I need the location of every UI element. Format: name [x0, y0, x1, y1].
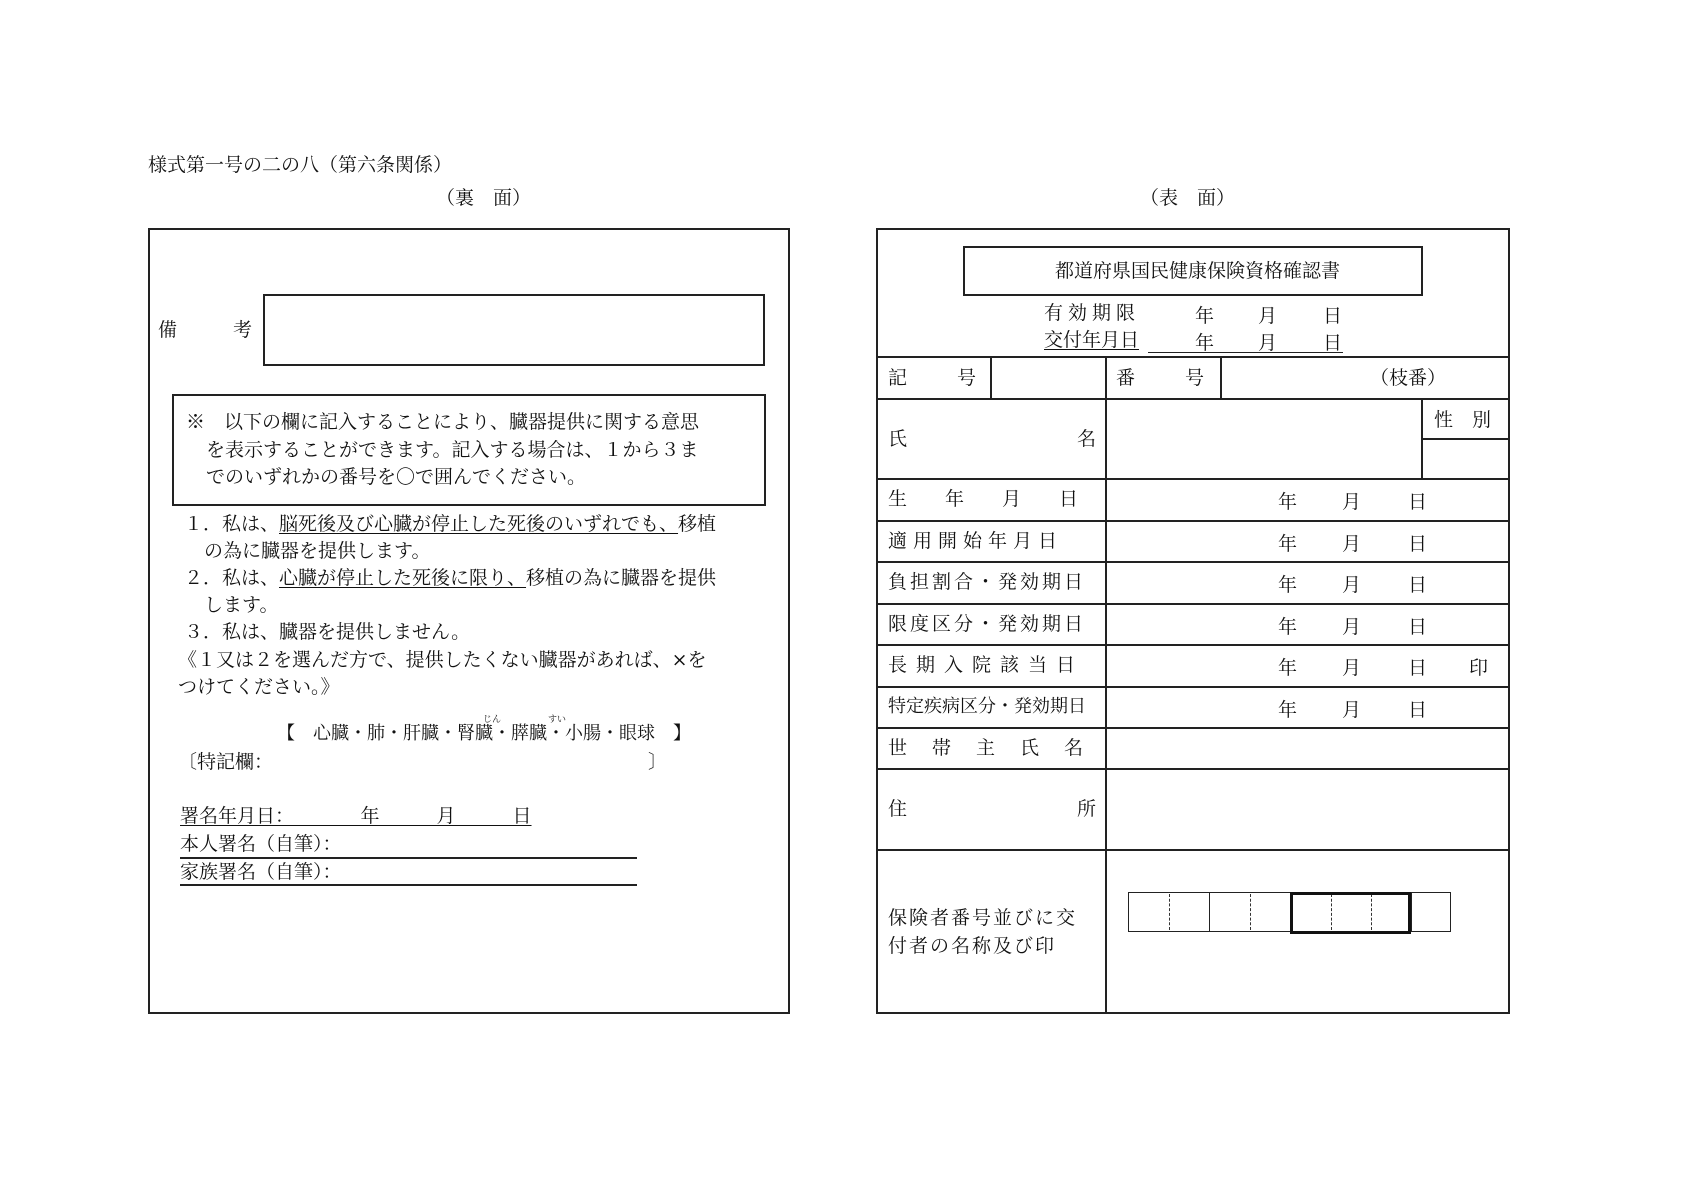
burden-month: 月: [1342, 574, 1362, 596]
digit-dash: [1169, 894, 1170, 930]
bold-digit-group: [1290, 892, 1411, 934]
digit-divider: [1411, 892, 1412, 932]
option-1-lead: １．私は、: [184, 513, 280, 535]
row-divider: [876, 644, 1510, 646]
self-sign-label: 本人署名（自筆）：: [180, 833, 342, 855]
burden-year: 年: [1278, 574, 1298, 596]
sign-date[interactable]: 署名年月日： 年 月 日: [180, 805, 532, 827]
option-2[interactable]: [184, 566, 716, 590]
address-field[interactable]: [1107, 770, 1508, 848]
form-title: 様式第一号の二の八（第六条関係）: [148, 154, 453, 176]
valid-label: 有効期限: [1044, 302, 1141, 324]
birth-year: 年: [1278, 491, 1298, 513]
family-sign-line[interactable]: [180, 884, 637, 886]
disease-month: 月: [1342, 699, 1362, 721]
burden-day: 日: [1408, 574, 1428, 596]
option-2-underlined: 心臓が停止した死後に限り、: [279, 567, 527, 589]
bangou-field[interactable]: [1222, 358, 1508, 397]
limit-day: 日: [1408, 616, 1428, 638]
issue-year: 年: [1195, 332, 1215, 354]
row-apply-start-label: 適用開始年月日: [888, 530, 1064, 552]
notice-line-2: を表示することができます。記入する場合は、１から３ま: [206, 439, 699, 461]
issue-label: 交付年月日: [1044, 329, 1140, 351]
ruby-jin: じん: [483, 715, 502, 725]
insurer-label-1: 保険者番号並びに交: [888, 907, 1078, 929]
doc-title: 都道府県国民健康保険資格確認書: [1055, 260, 1341, 282]
household-field[interactable]: [1107, 729, 1508, 767]
row-divider: [876, 686, 1510, 688]
long-stay-day: 日: [1408, 657, 1428, 679]
digit-dash: [1250, 894, 1251, 930]
row-divider: [876, 849, 1510, 851]
row-disease-label: 特定疾病区分・発効期日: [888, 696, 1086, 717]
valid-day: 日: [1323, 305, 1343, 327]
notice-line-3: でのいずれかの番号を〇で囲んでください。: [206, 466, 587, 488]
organ-list[interactable]: 【 心臓・肺・肝臓・腎臓・膵臓・小腸・眼球 】: [277, 723, 691, 744]
issue-underline: [1148, 352, 1343, 353]
row-divider: [876, 478, 1510, 480]
address-label-b: 所: [1077, 798, 1097, 820]
valid-year: 年: [1195, 305, 1215, 327]
option-3[interactable]: ３．私は、臓器を提供しません。: [184, 621, 471, 643]
notice-line-1: ※ 以下の欄に記入することにより、臓器提供に関する意思: [186, 411, 700, 433]
kigou-field[interactable]: [992, 358, 1104, 397]
apply-year: 年: [1278, 533, 1298, 555]
option-2-lead: ２．私は、: [184, 567, 280, 589]
name-label-b: 名: [1077, 428, 1097, 450]
self-sign-line[interactable]: [180, 857, 637, 859]
valid-month: 月: [1258, 305, 1278, 327]
option-1-underlined: 脳死後及び心臓が停止した死後のいずれでも、: [279, 513, 679, 535]
organ-note-2: つけてください。》: [178, 676, 340, 698]
back-heading: （裏 面）: [436, 187, 532, 209]
bangou-label: 番 号: [1116, 367, 1209, 389]
address-label-a: 住: [888, 798, 908, 820]
sex-label: 性 別: [1434, 409, 1492, 431]
birth-month: 月: [1342, 491, 1362, 513]
apply-day: 日: [1408, 533, 1428, 555]
edaban-label: （枝番）: [1370, 367, 1447, 389]
apply-month: 月: [1342, 533, 1362, 555]
long-stay-month: 月: [1342, 657, 1362, 679]
row-divider: [876, 603, 1510, 605]
special-label: 〔特記欄：: [178, 751, 274, 773]
disease-year: 年: [1278, 699, 1298, 721]
row-divider: [876, 561, 1510, 563]
name-label-a: 氏: [888, 428, 908, 450]
option-1-tail: 移植: [678, 513, 717, 535]
option-2-cont: します。: [204, 594, 279, 616]
sex-field[interactable]: [1423, 440, 1508, 476]
issue-month: 月: [1258, 332, 1278, 354]
front-heading: （表 面）: [1140, 187, 1236, 209]
disease-day: 日: [1408, 699, 1428, 721]
row-limit-label: 限度区分・発効期日: [888, 613, 1087, 635]
row-birthdate-label: 生 年 月 日: [888, 488, 1079, 510]
insurer-label-2: 付者の名称及び印: [888, 935, 1057, 957]
kigou-label: 記 号: [888, 367, 981, 389]
organ-note-1: 《１又は２を選んだ方で、提供したくない臓器があれば、×を: [178, 649, 707, 671]
row-burden-label: 負担割合・発効期日: [888, 571, 1087, 593]
digit-divider: [1209, 892, 1210, 932]
long-stay-year: 年: [1278, 657, 1298, 679]
household-label: 世 帯 主 氏 名: [888, 737, 1087, 759]
special-close: 〕: [648, 751, 668, 773]
name-field[interactable]: [1107, 400, 1419, 476]
option-1[interactable]: [184, 512, 716, 536]
remarks-label: 備 考: [158, 319, 259, 341]
ruby-sui: すい: [548, 715, 567, 725]
long-stay-seal: 印: [1469, 657, 1489, 679]
option-1-cont: の為に臓器を提供します。: [204, 540, 431, 562]
issue-day: 日: [1323, 332, 1343, 354]
row-divider: [876, 520, 1510, 522]
limit-month: 月: [1342, 616, 1362, 638]
birth-day: 日: [1408, 491, 1428, 513]
row-long-stay-label: 長期入院該当日: [888, 654, 1085, 676]
family-sign-label: 家族署名（自筆）：: [180, 861, 342, 883]
limit-year: 年: [1278, 616, 1298, 638]
option-2-tail: 移植の為に臓器を提供: [526, 567, 717, 589]
remarks-field[interactable]: [263, 294, 765, 366]
